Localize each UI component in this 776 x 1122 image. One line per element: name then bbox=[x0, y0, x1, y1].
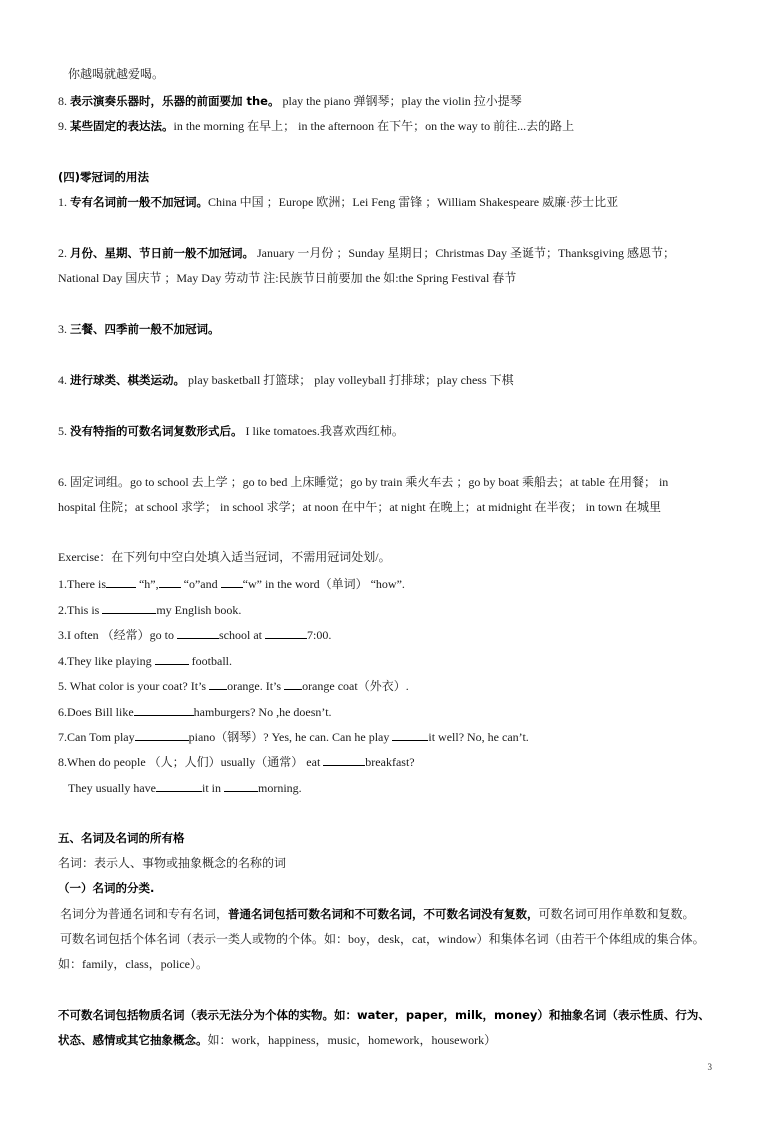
question-text: breakfast? bbox=[365, 755, 415, 769]
rule-examples: China 中国 ；Europe 欧洲；Lei Feng 雷锋 ；William Shakespeare 威廉·莎士比亚 bbox=[208, 195, 619, 209]
noun-classification-paragraph-2: 可数名词包括个体名词（表示一类人或物的个体。如：boy，desk，cat，window）和集体名词（由若干个体组成的集合体。 bbox=[60, 932, 705, 946]
question-text: 2.This is bbox=[58, 603, 103, 617]
rule-examples: in the morning 在早上； in the afternoon 在下午；on the way to 前往...去的路上 bbox=[173, 119, 575, 133]
answer-blank[interactable] bbox=[284, 677, 302, 690]
paragraph-continuation: 你越喝就越爱喝。 bbox=[68, 67, 165, 81]
uncountable-noun-paragraph-cont bbox=[58, 1032, 496, 1048]
page-number: 3 bbox=[707, 1062, 712, 1072]
question-text: piano（钢琴）? Yes, he can. Can he play bbox=[188, 730, 393, 744]
answer-blank[interactable] bbox=[265, 626, 307, 639]
rule-heading: 某些固定的表达法。 bbox=[70, 119, 174, 133]
answer-blank[interactable] bbox=[134, 703, 194, 716]
answer-blank[interactable] bbox=[224, 779, 258, 792]
exercise-q4 bbox=[58, 652, 232, 669]
answer-blank[interactable] bbox=[323, 753, 365, 766]
exercise-q2 bbox=[58, 601, 241, 618]
answer-blank[interactable] bbox=[159, 575, 181, 588]
question-text: “h”, bbox=[135, 577, 159, 591]
rule-examples: I like tomatoes.我喜欢西红柿。 bbox=[242, 424, 404, 438]
exercise-q3 bbox=[58, 626, 331, 643]
question-text: 8.When do people （人；人们）usually（通常） eat bbox=[58, 755, 324, 769]
zero-article-rule-6-cont: hospital 住院；at school 求学； in school 求学；at noon 在中午；at night 在晚上；at midnight 在半夜； in town 在城里 bbox=[58, 500, 661, 514]
rule-9 bbox=[58, 118, 574, 134]
question-text: 4.They like playing bbox=[58, 654, 155, 668]
answer-blank[interactable] bbox=[392, 728, 428, 741]
question-text: hamburgers? No ,he doesn’t. bbox=[193, 705, 332, 719]
rule-number: 9. bbox=[58, 119, 70, 133]
paragraph-text: 名词分为普通名词和专有名词， bbox=[60, 907, 229, 921]
paragraph-emphasis: 普通名词包括可数名词和不可数名词，不可数名词没有复数， bbox=[228, 907, 539, 921]
exercise-instruction: Exercise：在下列句中空白处填入适当冠词，不需用冠词处划/。 bbox=[58, 550, 391, 564]
rule-heading: 进行球类、棋类运动。 bbox=[70, 373, 185, 387]
answer-blank[interactable] bbox=[209, 677, 227, 690]
answer-blank[interactable] bbox=[156, 779, 202, 792]
noun-classification-paragraph-1 bbox=[60, 906, 695, 922]
answer-blank[interactable] bbox=[106, 575, 136, 588]
paragraph-emphasis: 状态、感情或其它抽象概念。 bbox=[58, 1033, 208, 1047]
paragraph-text: 如：work，happiness，music，homework，housework） bbox=[207, 1033, 497, 1047]
rule-examples: 固定词组。go to school 去上学 ；go to bed 上床睡觉；go by train 乘火车去 ；go by boat 乘船去；at table 在用餐； in bbox=[70, 475, 669, 489]
section-title-zero-article: (四)零冠词的用法 bbox=[58, 170, 150, 184]
uncountable-noun-paragraph: 不可数名词包括物质名词（表示无法分为个体的实物。如：water，paper，milk，money）和抽象名词（表示性质、行为、 bbox=[58, 1008, 710, 1022]
answer-blank[interactable] bbox=[155, 652, 189, 665]
question-text: football. bbox=[188, 654, 232, 668]
rule-8 bbox=[58, 93, 522, 109]
answer-blank[interactable] bbox=[102, 601, 156, 614]
rule-heading: 月份、星期、节日前一般不加冠词。 bbox=[70, 246, 254, 260]
answer-blank[interactable] bbox=[135, 728, 189, 741]
zero-article-rule-4 bbox=[58, 372, 514, 388]
question-text: 7.Can Tom play bbox=[58, 730, 135, 744]
question-text: it in bbox=[201, 781, 224, 795]
answer-blank[interactable] bbox=[221, 575, 243, 588]
rule-heading: 表示演奏乐器时，乐器的前面要加 the。 bbox=[70, 94, 280, 108]
rule-number: 8. bbox=[58, 94, 70, 108]
exercise-q8 bbox=[58, 753, 415, 770]
rule-number: 6. bbox=[58, 475, 70, 489]
exercise-q8-followup bbox=[68, 779, 302, 796]
question-text: 3.I often （经常）go to bbox=[58, 628, 177, 642]
noun-definition: 名词：表示人、事物或抽象概念的名称的词 bbox=[58, 856, 287, 870]
question-text: orange coat（外衣）. bbox=[302, 679, 409, 693]
rule-number: 4. bbox=[58, 373, 70, 387]
rule-heading: 专有名词前一般不加冠词。 bbox=[70, 195, 208, 209]
question-text: school at bbox=[219, 628, 265, 642]
section-title-nouns: 五、名词及名词的所有格 bbox=[58, 831, 185, 845]
question-text: “w” in the word（单词） “how”. bbox=[242, 577, 405, 591]
noun-classification-paragraph-3: 如：family，class，police）。 bbox=[58, 957, 208, 971]
exercise-q5 bbox=[58, 677, 409, 694]
question-text: morning. bbox=[258, 781, 302, 795]
exercise-q1 bbox=[58, 575, 405, 592]
rule-heading: 三餐、四季前一般不加冠词。 bbox=[70, 322, 220, 336]
question-text: “o”and bbox=[180, 577, 221, 591]
answer-blank[interactable] bbox=[177, 626, 219, 639]
rule-examples: January 一月份 ；Sunday 星期日；Christmas Day 圣诞节；Thanksgiving 感恩节； bbox=[254, 246, 675, 260]
question-text: 6.Does Bill like bbox=[58, 705, 134, 719]
question-text: it well? No, he can’t. bbox=[428, 730, 529, 744]
zero-article-rule-2-cont: National Day 国庆节 ；May Day 劳动节 注:民族节日前要加 the 如:the Spring Festival 春节 bbox=[58, 271, 517, 285]
zero-article-rule-6 bbox=[58, 474, 668, 490]
question-text: orange. It’s bbox=[227, 679, 285, 693]
rule-number: 1. bbox=[58, 195, 70, 209]
question-text: my English book. bbox=[156, 603, 242, 617]
question-text: They usually have bbox=[68, 781, 156, 795]
rule-number: 2. bbox=[58, 246, 70, 260]
zero-article-rule-2 bbox=[58, 245, 675, 261]
zero-article-rule-1 bbox=[58, 194, 618, 210]
rule-number: 3. bbox=[58, 322, 70, 336]
rule-number: 5. bbox=[58, 424, 70, 438]
subsection-title-noun-classification: （一）名词的分类. bbox=[58, 881, 155, 895]
exercise-q7 bbox=[58, 728, 529, 745]
paragraph-text: 可数名词可用作单数和复数。 bbox=[538, 907, 695, 921]
rule-examples: play the piano 弹钢琴；play the violin 拉小提琴 bbox=[279, 94, 522, 108]
rule-heading: 没有特指的可数名词复数形式后。 bbox=[70, 424, 243, 438]
zero-article-rule-3 bbox=[58, 321, 220, 337]
exercise-q6 bbox=[58, 703, 332, 720]
rule-examples: play basketball 打篮球； play volleyball 打排球；play chess 下棋 bbox=[185, 373, 514, 387]
question-text: 5. What color is your coat? It’s bbox=[58, 679, 210, 693]
zero-article-rule-5 bbox=[58, 423, 404, 439]
question-text: 7:00. bbox=[307, 628, 332, 642]
question-text: 1.There is bbox=[58, 577, 106, 591]
